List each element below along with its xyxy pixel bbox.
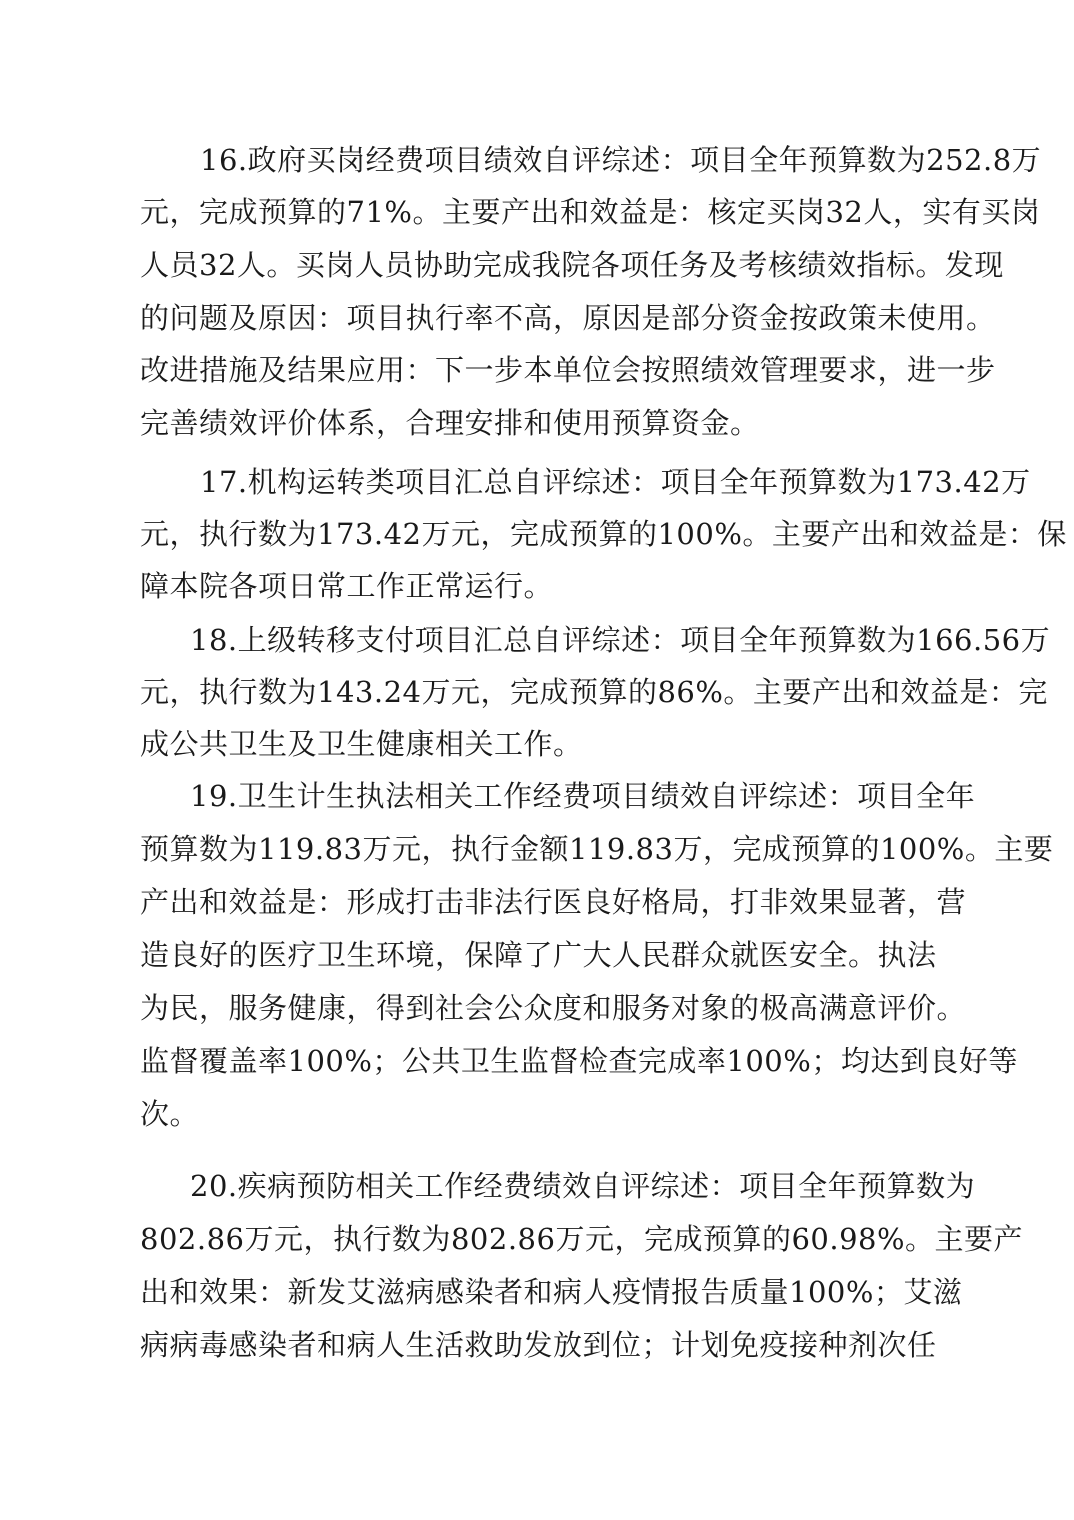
paragraph-19-line-2: 预算数为119.83万元，执行金额119.83万，完成预算的100%。主要 (140, 832, 1054, 866)
paragraph-16-line-2: 元，完成预算的71%。主要产出和效益是：核定买岗32人，实有买岗 (140, 195, 1041, 229)
paragraph-17-line-2: 元，执行数为173.42万元，完成预算的100%。主要产出和效益是：保 (140, 517, 1067, 551)
paragraph-19-line-5: 为民，服务健康，得到社会公众度和服务对象的极高满意评价。 (140, 991, 967, 1025)
paragraph-19-line-4: 造良好的医疗卫生环境，保障了广大人民群众就医安全。执法 (140, 938, 937, 972)
paragraph-20-line-4: 病病毒感染者和病人生活救助发放到位；计划免疫接种剂次任 (140, 1328, 937, 1362)
paragraph-17-line-3: 障本院各项日常工作正常运行。 (140, 569, 554, 603)
paragraph-19-line-7: 次。 (140, 1097, 200, 1131)
paragraph-18-line-1: 18.上级转移支付项目汇总自评综述：项目全年预算数为166.56万 (190, 623, 1051, 657)
paragraph-16-line-4: 的问题及原因：项目执行率不高，原因是部分资金按政策未使用。 (140, 301, 996, 335)
paragraph-20-line-1: 20.疾病预防相关工作经费绩效自评综述：项目全年预算数为 (190, 1169, 976, 1203)
paragraph-16-line-3: 人员32人。买岗人员协助完成我院各项任务及考核绩效指标。发现 (140, 248, 1004, 282)
paragraph-18-line-3: 成公共卫生及卫生健康相关工作。 (140, 727, 583, 761)
paragraph-20-line-2: 802.86万元，执行数为802.86万元，完成预算的60.98%。主要产 (140, 1222, 1024, 1256)
paragraph-19-line-6: 监督覆盖率100%；公共卫生监督检查完成率100%；均达到良好等 (140, 1044, 1018, 1078)
paragraph-16-line-6: 完善绩效评价体系，合理安排和使用预算资金。 (140, 406, 760, 440)
paragraph-20-line-3: 出和效果：新发艾滋病感染者和病人疫情报告质量100%；艾滋 (140, 1275, 963, 1309)
paragraph-17-line-1: 17.机构运转类项目汇总自评综述：项目全年预算数为173.42万 (200, 465, 1031, 499)
paragraph-19-line-3: 产出和效益是：形成打击非法行医良好格局，打非效果显著，营 (140, 885, 967, 919)
paragraph-16-line-5: 改进措施及结果应用：下一步本单位会按照绩效管理要求，进一步 (140, 353, 996, 387)
paragraph-19-line-1: 19.卫生计生执法相关工作经费项目绩效自评综述：项目全年 (190, 779, 976, 813)
paragraph-16-line-1: 16.政府买岗经费项目绩效自评综述：项目全年预算数为252.8万 (200, 143, 1042, 177)
paragraph-18-line-2: 元，执行数为143.24万元，完成预算的86%。主要产出和效益是：完 (140, 675, 1048, 709)
